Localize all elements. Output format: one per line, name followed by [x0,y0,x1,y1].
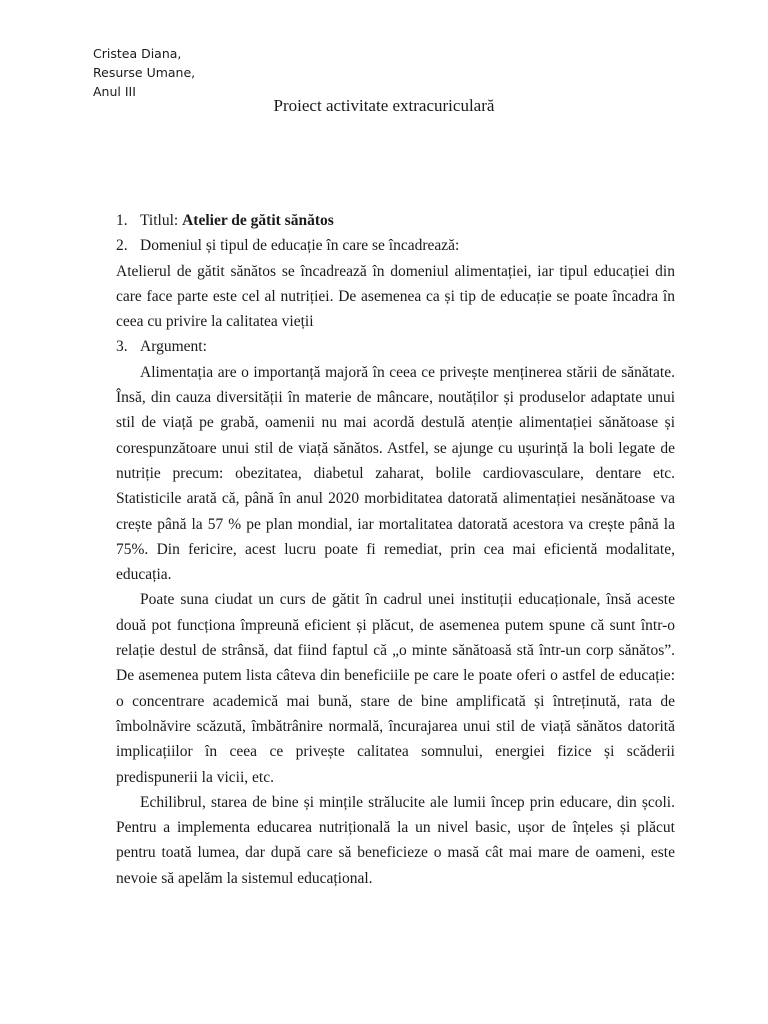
list-item-argument [116,334,675,359]
list-item-title [116,208,675,233]
list-item-number: 2. [116,237,128,255]
argument-paragraph-3: Echilibrul, starea de bine și mințile strălucite ale lumii încep prin educare, din școli. Pentru a implementa educarea nutrițională la un nivel basic, ușor de înțeles și plăcut pentru toată lumea, dar după care să beneficieze o masă cât mai mare de oameni, este nevoie să apelăm la sistemul educațional. [116,793,675,887]
author-block [93,44,195,101]
workshop-title: Atelier de gătit sănătos [182,212,334,229]
document-title: Proiect activitate extracuriculară [273,96,495,115]
list-item-domain [116,233,675,258]
argument-paragraph-1: Alimentația are o importanță majoră în ceea ce privește menținerea stării de sănătate. Însă, din cauza diversității în materie de mâncare, noutăților și produselor adaptate unui stil de viață pe grabă, oamenii nu mai acordă destulă atenție alimentației sănătoase și corespunzătoare unui stil de viață sănătos. Astfel, se ajunge cu ușurință la boli legate de nutriție precum: obezitatea, diabetul zaharat, bolile cardiovasculare, dentare etc. Statisticile arată că, până în anul 2020 morbiditatea datorată alimentației nesănătoase va crește până la 57 % pe plan mondial, iar mortalitatea datorată acestora va crește până la 75%. Din fericire, acest lucru poate fi remediat, prin cea mai eficientă modalitate, educația. [116,363,675,584]
list-item-number: 3. [116,338,128,356]
argument-paragraph-2: Poate suna ciudat un curs de gătit în cadrul unei instituții educaționale, însă aceste două pot funcționa împreună eficient și plăcut, de asemenea putem spune că sunt într-o relație destul de strânsă, dat fiind faptul că „o minte sănătoasă stă într-un corp sănătos”. De asemenea putem lista câteva din beneficiile pe care le poate oferi o astfel de educație: o concentrare academică mai bună, stare de bine amplificată și întreținută, rata de îmbolnăvire scăzută, îmbătrânire normală, încurajarea unui stil de viață sănătos datorită implicațiilor în ceea ce privește calitatea somnului, energiei fizice și scăderii predispunerii la vicii, etc. [116,591,675,786]
author-name: Cristea Diana, [93,46,182,61]
document-body [116,208,675,891]
author-year: Anul III [93,84,136,99]
domain-paragraph: Atelierul de gătit sănătos se încadrează în domeniul alimentației, iar tipul educației din care face parte este cel al nutriției. De asemenea ca și tip de educație se poate încadra în ceea cu privire la calitatea vieții [116,262,675,331]
item-label: Titlul: [140,212,183,229]
list-item-number: 1. [116,212,128,229]
item-label: Domeniul și tipul de educație în care se încadrează: [140,237,460,255]
author-department: Resurse Umane, [93,65,196,80]
item-label: Argument: [140,338,207,356]
